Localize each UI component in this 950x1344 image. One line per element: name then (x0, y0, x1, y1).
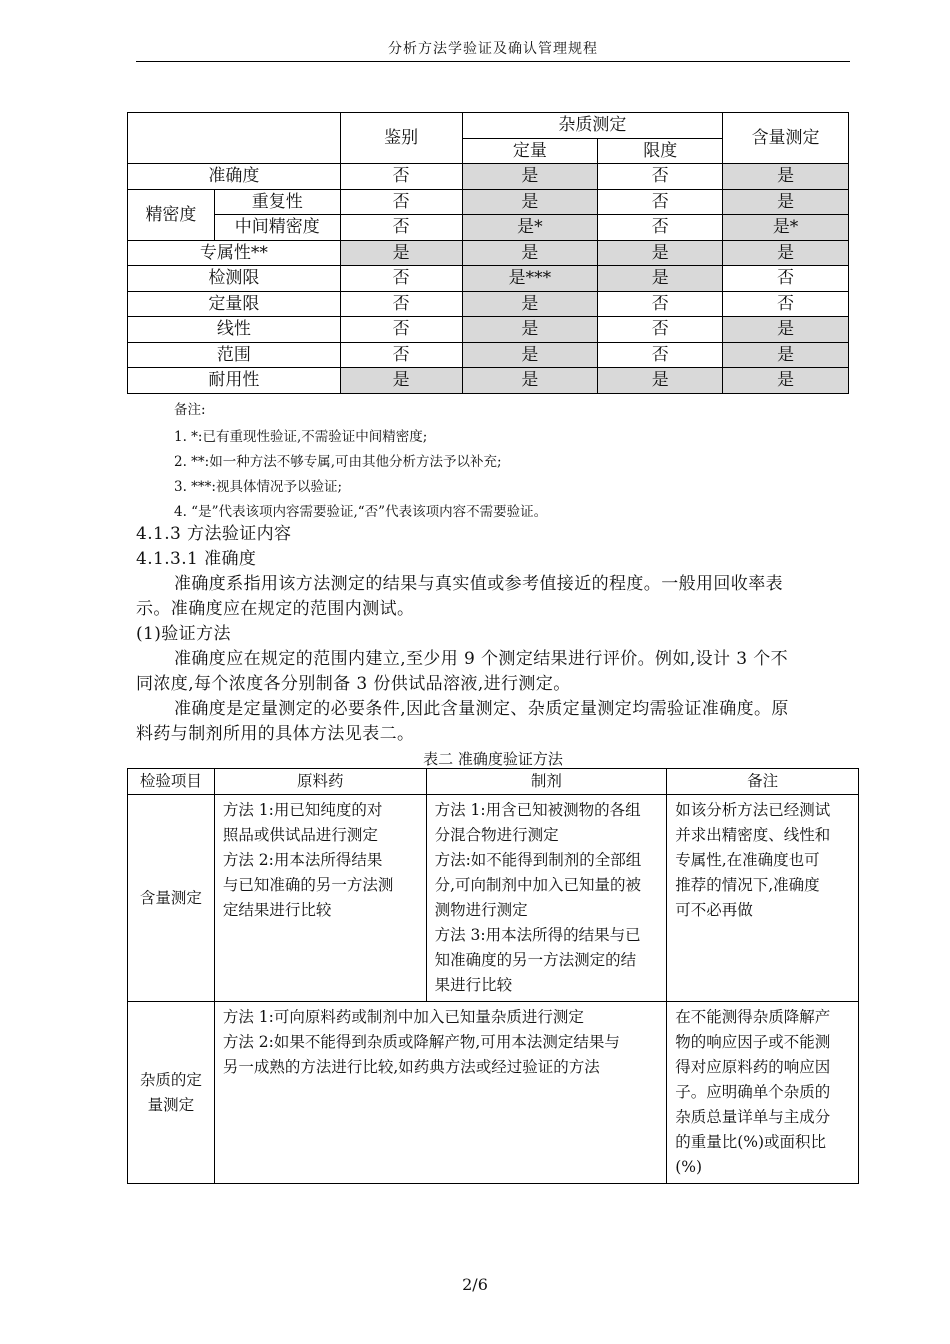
note-item: 2. **:如一种方法不够专属,可由其他分析方法予以补充; (174, 454, 502, 470)
cell: 否 (340, 342, 462, 368)
col-impurity: 杂质测定 (462, 113, 723, 139)
table-row (128, 342, 849, 368)
col-quantitative: 定量 (462, 138, 598, 164)
cell: 否 (340, 164, 462, 190)
api-cell (214, 795, 426, 1002)
section-heading: 4.1.3 方法验证内容 (136, 524, 292, 544)
cell: 是 (598, 240, 723, 266)
table-row (128, 266, 849, 292)
cell: 是 (462, 240, 598, 266)
cell-line: 果进行比较 (434, 976, 513, 994)
row-label: 准确度 (128, 164, 341, 190)
validation-matrix-table (127, 112, 849, 394)
cell-line: 定结果进行比较 (222, 901, 332, 919)
cell-line: 量测定 (147, 1095, 195, 1114)
table-row (128, 368, 849, 394)
paragraph-line: 准确度是定量测定的必要条件,因此含量测定、杂质定量测定均需验证准确度。原 (174, 699, 789, 719)
row-label: 重复性 (214, 189, 340, 215)
table-header-row (128, 113, 849, 139)
cell: 是 (723, 240, 849, 266)
header-cell: 备注 (667, 769, 859, 795)
paragraph-line: 准确度应在规定的范围内建立,至少用 9 个测定结果进行评价。例如,设计 3 个不 (174, 649, 789, 669)
cell-line: 的重量比(%)或面积比 (675, 1133, 827, 1151)
item-cell: 含量测定 (128, 795, 215, 1002)
cell: 是* (462, 215, 598, 241)
preparation-cell (426, 795, 667, 1002)
cell: 否 (598, 215, 723, 241)
cell-line: 方法 1:用已知纯度的对 (222, 801, 383, 819)
cell: 是* (723, 215, 849, 241)
corner-cell (128, 113, 341, 164)
cell: 是 (598, 266, 723, 292)
col-identify: 鉴别 (340, 113, 462, 164)
note-cell (667, 1002, 859, 1184)
cell: 否 (598, 342, 723, 368)
cell-line: 得对应原料药的响应因 (675, 1058, 831, 1076)
table-row (128, 317, 849, 343)
cell: 否 (340, 291, 462, 317)
row-label: 范围 (128, 342, 341, 368)
row-label: 中间精密度 (214, 215, 340, 241)
cell-line: 另一成熟的方法进行比较,如药典方法或经过验证的方法 (222, 1058, 600, 1076)
row-label: 线性 (128, 317, 341, 343)
cell: 是 (598, 368, 723, 394)
cell-line: 方法 1:用含已知被测物的各组 (434, 801, 641, 819)
cell: 否 (340, 266, 462, 292)
cell: 是*** (462, 266, 598, 292)
cell-line: 子。应明确单个杂质的 (675, 1083, 831, 1101)
cell: 是 (462, 189, 598, 215)
page-number: 2/6 (462, 1275, 488, 1294)
header-cell: 检验项目 (128, 769, 215, 795)
item-cell (128, 1002, 215, 1184)
note-item: 4. “是”代表该项内容需要验证,“否”代表该项内容不需要验证。 (174, 504, 548, 520)
cell: 否 (598, 291, 723, 317)
header-cell: 原料药 (214, 769, 426, 795)
method-heading: (1)验证方法 (136, 624, 231, 644)
table-row (128, 164, 849, 190)
cell-line: 分混合物进行测定 (434, 826, 559, 844)
cell-line: 杂质总量详单与主成分 (675, 1108, 831, 1126)
cell-line: 测物进行测定 (434, 901, 528, 919)
cell-line: 方法 1:可向原料药或制剂中加入已知量杂质进行测定 (222, 1008, 584, 1026)
row-label: 专属性** (128, 240, 341, 266)
table-row (128, 215, 849, 241)
cell-line: 方法:如不能得到制剂的全部组 (434, 851, 642, 869)
paragraph-line: 同浓度,每个浓度各分别制备 3 份供试品溶液,进行测定。 (136, 674, 571, 694)
merged-method-cell (214, 1002, 666, 1184)
cell: 是 (462, 342, 598, 368)
header-divider (136, 61, 850, 62)
cell-line: 杂质的定 (139, 1070, 202, 1089)
cell: 是 (462, 317, 598, 343)
cell-line: 照品或供试品进行测定 (222, 826, 378, 844)
table-header-row (128, 769, 859, 795)
table-row (128, 1002, 859, 1184)
note-item: 3. ***:视具体情况予以验证; (174, 479, 343, 495)
cell: 否 (340, 317, 462, 343)
cell-line: 专属性,在准确度也可 (675, 851, 820, 869)
table-row (128, 795, 859, 1002)
running-header: 分析方法学验证及确认管理规程 (388, 41, 598, 57)
cell: 是 (723, 189, 849, 215)
cell-line: 可不必再做 (675, 901, 753, 919)
cell: 是 (723, 342, 849, 368)
row-label: 检测限 (128, 266, 341, 292)
notes-title: 备注: (174, 402, 206, 418)
note-item: 1. *:已有重现性验证,不需验证中间精密度; (174, 429, 428, 445)
cell-line: 方法 2:如果不能得到杂质或降解产物,可用本法测定结果与 (222, 1033, 620, 1051)
cell-line: 方法 3:用本法所得的结果与已 (434, 926, 641, 944)
cell-line: 物的响应因子或不能测 (675, 1033, 831, 1051)
cell: 是 (340, 240, 462, 266)
cell: 否 (340, 189, 462, 215)
col-limit: 限度 (598, 138, 723, 164)
cell: 是 (462, 291, 598, 317)
cell-line: 知准确度的另一方法测定的结 (434, 951, 637, 969)
cell: 否 (723, 291, 849, 317)
table-row (128, 240, 849, 266)
table-row (128, 291, 849, 317)
paragraph-line: 示。准确度应在规定的范围内测试。 (136, 599, 415, 619)
row-label: 定量限 (128, 291, 341, 317)
cell-line: 如该分析方法已经测试 (675, 801, 831, 819)
cell: 否 (598, 164, 723, 190)
table-row (128, 189, 849, 215)
paragraph-line: 准确度系指用该方法测定的结果与真实值或参考值接近的程度。一般用回收率表 (174, 574, 783, 594)
note-cell (667, 795, 859, 1002)
row-label: 耐用性 (128, 368, 341, 394)
subsection-heading: 4.1.3.1 准确度 (136, 549, 257, 569)
cell-line: 并求出精密度、线性和 (675, 826, 831, 844)
table-caption: 表二 准确度验证方法 (423, 750, 563, 768)
cell-line: (%) (675, 1158, 703, 1176)
cell-line: 方法 2:用本法所得结果 (222, 851, 383, 869)
group-label: 精密度 (128, 189, 215, 240)
accuracy-methods-table (127, 768, 859, 1184)
cell: 是 (723, 164, 849, 190)
cell: 是 (340, 368, 462, 394)
paragraph-line: 料药与制剂所用的具体方法见表二。 (136, 724, 415, 744)
cell: 否 (723, 266, 849, 292)
cell-line: 推荐的情况下,准确度 (675, 876, 820, 894)
cell: 是 (723, 317, 849, 343)
cell: 否 (598, 317, 723, 343)
header-cell: 制剂 (426, 769, 667, 795)
cell-line: 分,可向制剂中加入已知量的被 (434, 876, 641, 894)
cell: 是 (723, 368, 849, 394)
cell: 是 (462, 368, 598, 394)
col-assay: 含量测定 (723, 113, 849, 164)
cell: 否 (598, 189, 723, 215)
cell-line: 与已知准确的另一方法测 (222, 876, 394, 894)
cell: 是 (462, 164, 598, 190)
cell: 否 (340, 215, 462, 241)
cell-line: 在不能测得杂质降解产 (675, 1008, 831, 1026)
